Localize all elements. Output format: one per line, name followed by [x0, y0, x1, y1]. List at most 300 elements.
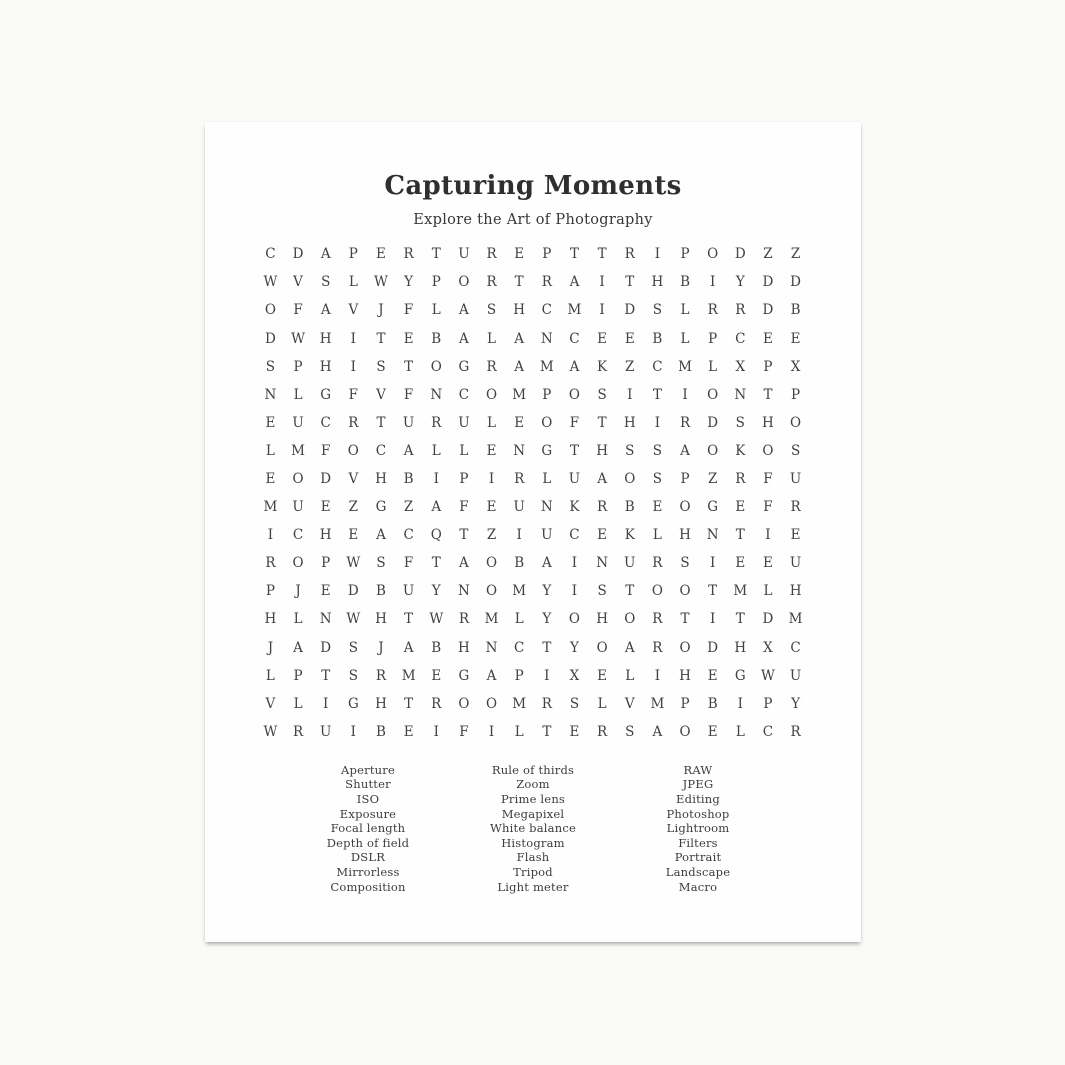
grid-letter: C — [403, 527, 414, 544]
grid-letter: I — [599, 274, 605, 291]
grid-letter: P — [542, 246, 552, 263]
grid-letter: E — [790, 527, 801, 544]
grid-letter: A — [624, 639, 635, 656]
word-grid — [257, 240, 810, 746]
grid-letter: T — [459, 527, 469, 544]
grid-letter: T — [404, 611, 414, 628]
grid-letter: I — [433, 723, 439, 740]
grid-letter: R — [679, 414, 691, 431]
word-list-item: Editing — [676, 792, 720, 807]
grid-letter: B — [707, 695, 718, 712]
grid-letter: R — [514, 470, 525, 487]
grid-letter: T — [625, 274, 635, 291]
grid-letter: O — [541, 414, 553, 431]
grid-letter: A — [514, 330, 525, 347]
grid-letter: C — [265, 246, 276, 263]
grid-letter: Z — [486, 527, 497, 544]
grid-letter: A — [403, 442, 414, 459]
grid-letter: F — [403, 302, 414, 319]
grid-letter: R — [292, 723, 304, 740]
grid-letter: I — [433, 470, 439, 487]
word-list-item: Filters — [678, 835, 718, 850]
grid-letter: R — [486, 246, 497, 263]
grid-letter: U — [541, 527, 553, 544]
grid-letter: Q — [430, 527, 442, 544]
grid-letter: E — [486, 442, 497, 459]
grid-letter: O — [624, 611, 636, 628]
grid-letter: Z — [403, 499, 414, 516]
word-list-item: Histogram — [501, 835, 565, 850]
word-list-item: Mirrorless — [336, 865, 400, 880]
grid-letter: O — [292, 555, 304, 572]
grid-letter: D — [624, 302, 636, 319]
grid-letter: I — [654, 414, 661, 431]
grid-letter: U — [292, 499, 304, 516]
grid-letter: J — [378, 639, 384, 656]
grid-letter: M — [291, 442, 305, 459]
grid-letter: M — [678, 358, 692, 375]
grid-letter: R — [790, 499, 801, 516]
grid-letter: I — [571, 555, 578, 572]
grid-letter: L — [652, 527, 662, 544]
grid-letter: M — [401, 667, 416, 684]
grid-letter: L — [625, 667, 635, 684]
grid-letter: R — [597, 499, 608, 516]
grid-letter: L — [348, 274, 358, 291]
grid-letter: U — [513, 499, 525, 516]
word-list-item: Shutter — [345, 777, 391, 792]
grid-letter: W — [346, 611, 361, 628]
grid-letter: T — [404, 695, 414, 712]
grid-letter: L — [487, 414, 497, 431]
grid-letter: T — [680, 611, 690, 628]
grid-letter: R — [348, 414, 359, 431]
grid-letter: P — [459, 470, 469, 487]
word-list-item: RAW — [683, 762, 713, 777]
word-list-item: Prime lens — [500, 792, 566, 807]
grid-letter: E — [624, 330, 635, 347]
grid-letter: A — [431, 499, 442, 516]
grid-letter: P — [514, 667, 524, 684]
grid-letter: D — [265, 330, 276, 347]
grid-letter: V — [293, 274, 303, 291]
grid-letter: A — [376, 527, 386, 544]
word-list-item: Megapixel — [501, 806, 565, 821]
grid-letter: I — [571, 583, 578, 600]
grid-letter: M — [539, 358, 554, 375]
grid-letter: A — [459, 302, 469, 319]
grid-letter: L — [265, 667, 275, 684]
grid-letter: G — [375, 499, 387, 516]
grid-letter: A — [569, 358, 580, 375]
grid-letter: E — [320, 499, 331, 516]
grid-letter: L — [708, 358, 718, 375]
grid-letter: A — [514, 358, 525, 375]
grid-letter: T — [735, 527, 745, 544]
grid-letter: O — [707, 246, 719, 263]
grid-letter: P — [708, 330, 718, 347]
grid-letter: U — [789, 555, 802, 572]
grid-letter: H — [734, 639, 747, 656]
grid-letter: L — [487, 330, 497, 347]
grid-letter: R — [486, 274, 497, 291]
grid-letter: O — [458, 695, 470, 712]
grid-letter: L — [680, 330, 690, 347]
grid-letter: T — [376, 414, 386, 431]
grid-letter: I — [544, 667, 550, 684]
grid-letter: N — [734, 386, 747, 403]
grid-letter: O — [679, 583, 691, 600]
grid-letter: S — [376, 555, 386, 572]
grid-letter: F — [348, 386, 359, 403]
grid-letter: P — [763, 358, 773, 375]
grid-letter: O — [624, 470, 636, 487]
grid-letter: M — [484, 611, 499, 628]
grid-letter: R — [735, 302, 746, 319]
grid-letter: C — [762, 723, 774, 740]
grid-letter: I — [654, 246, 661, 263]
grid-letter: L — [431, 442, 441, 459]
grid-letter: B — [431, 330, 442, 347]
grid-letter: W — [263, 274, 278, 291]
grid-letter: E — [376, 246, 386, 263]
grid-letter: D — [707, 414, 719, 431]
grid-letter: S — [625, 723, 635, 740]
grid-letter: S — [735, 414, 745, 431]
grid-letter: E — [265, 414, 276, 431]
grid-letter: D — [347, 583, 359, 600]
grid-letter: H — [623, 414, 636, 431]
grid-letter: S — [652, 442, 662, 459]
grid-letter: A — [597, 470, 607, 487]
grid-letter: A — [459, 330, 469, 347]
grid-letter: V — [376, 386, 386, 403]
word-list-column — [616, 763, 781, 894]
grid-letter: W — [761, 667, 775, 684]
grid-letter: N — [596, 555, 608, 572]
grid-letter: H — [596, 611, 608, 628]
grid-letter: S — [348, 667, 358, 684]
grid-letter: P — [680, 695, 690, 712]
grid-letter: H — [679, 667, 691, 684]
grid-letter: F — [459, 499, 469, 516]
word-list-item: Rule of thirds — [491, 762, 575, 777]
grid-letter: W — [429, 611, 444, 628]
grid-letter: E — [486, 499, 497, 516]
grid-letter: T — [708, 583, 718, 600]
grid-letter: C — [569, 330, 580, 347]
grid-letter: H — [264, 611, 277, 628]
grid-letter: R — [431, 414, 442, 431]
grid-letter: Y — [404, 274, 414, 291]
grid-letter: H — [319, 330, 332, 347]
word-list-column — [286, 763, 451, 894]
grid-letter: D — [320, 470, 332, 487]
grid-letter: R — [486, 358, 497, 375]
grid-letter: E — [320, 583, 331, 600]
word-list-item: Flash — [516, 850, 550, 865]
word-list-item: Depth of field — [326, 835, 410, 850]
grid-letter: Y — [791, 695, 801, 712]
grid-letter: S — [597, 386, 607, 403]
grid-letter: L — [431, 302, 441, 319]
grid-letter: M — [263, 499, 278, 516]
grid-letter: S — [652, 470, 662, 487]
grid-letter: X — [569, 667, 580, 684]
grid-letter: O — [707, 386, 719, 403]
grid-letter: T — [625, 583, 635, 600]
grid-letter: H — [458, 639, 470, 656]
grid-letter: E — [569, 723, 580, 740]
grid-letter: F — [569, 414, 580, 431]
grid-letter: S — [597, 583, 607, 600]
grid-letter: P — [265, 583, 275, 600]
grid-letter: S — [790, 442, 801, 459]
grid-letter: X — [790, 358, 801, 375]
word-list-item: Exposure — [339, 806, 397, 821]
grid-letter: R — [790, 723, 801, 740]
grid-letter: S — [321, 274, 331, 291]
grid-letter: T — [376, 330, 386, 347]
grid-letter: E — [514, 414, 525, 431]
grid-letter: R — [403, 246, 414, 263]
grid-letter: E — [597, 330, 608, 347]
grid-letter: O — [651, 583, 663, 600]
grid-letter: R — [375, 667, 387, 684]
grid-letter: K — [735, 442, 746, 459]
grid-letter: A — [320, 246, 331, 263]
grid-letter: R — [652, 639, 663, 656]
grid-letter: N — [513, 442, 526, 459]
grid-letter: T — [569, 246, 579, 263]
grid-letter: L — [293, 611, 303, 628]
word-list-item: Aperture — [341, 762, 395, 777]
grid-letter: U — [402, 583, 415, 600]
grid-letter: E — [707, 723, 718, 740]
grid-letter: E — [735, 499, 746, 516]
grid-letter: L — [680, 302, 690, 319]
grid-letter: H — [319, 527, 332, 544]
grid-letter: C — [514, 639, 525, 656]
grid-letter: C — [292, 527, 304, 544]
grid-letter: T — [597, 246, 607, 263]
grid-letter: P — [321, 555, 331, 572]
grid-letter: W — [291, 330, 305, 347]
grid-letter: M — [650, 695, 665, 712]
grid-letter: M — [512, 695, 527, 712]
grid-letter: R — [431, 695, 442, 712]
grid-letter: T — [431, 246, 441, 263]
grid-letter: D — [762, 611, 774, 628]
grid-letter: F — [321, 442, 331, 459]
grid-letter: N — [706, 527, 719, 544]
word-list-item: Light meter — [497, 879, 569, 894]
grid-letter: Y — [542, 583, 552, 600]
grid-letter: D — [790, 274, 801, 291]
grid-letter: H — [596, 442, 608, 459]
grid-letter: E — [403, 723, 414, 740]
grid-letter: C — [320, 414, 331, 431]
grid-letter: O — [568, 611, 580, 628]
grid-letter: O — [486, 583, 498, 600]
grid-letter: M — [788, 611, 803, 628]
grid-letter: K — [569, 499, 580, 516]
grid-letter: U — [320, 723, 332, 740]
grid-letter: O — [596, 639, 608, 656]
grid-letter: O — [679, 723, 691, 740]
grid-letter: I — [323, 695, 329, 712]
grid-letter: E — [707, 667, 718, 684]
grid-letter: E — [763, 555, 773, 572]
grid-letter: R — [458, 611, 469, 628]
grid-letter: I — [654, 667, 661, 684]
grid-letter: O — [707, 442, 719, 459]
grid-letter: B — [680, 274, 690, 291]
grid-letter: R — [541, 695, 552, 712]
grid-letter: B — [376, 583, 386, 600]
grid-letter: T — [431, 555, 441, 572]
grid-letter: T — [652, 386, 662, 403]
grid-letter: T — [569, 442, 579, 459]
grid-letter: G — [734, 667, 746, 684]
grid-letter: O — [292, 470, 304, 487]
grid-letter: E — [790, 330, 801, 347]
grid-letter: O — [568, 386, 580, 403]
grid-letter: O — [762, 442, 774, 459]
grid-letter: F — [403, 555, 414, 572]
grid-letter: I — [709, 555, 716, 572]
grid-letter: B — [403, 470, 414, 487]
grid-letter: D — [707, 639, 719, 656]
grid-letter: O — [458, 274, 470, 291]
grid-letter: I — [488, 723, 495, 740]
grid-letter: B — [514, 555, 525, 572]
grid-letter: O — [486, 555, 498, 572]
grid-letter: I — [488, 470, 495, 487]
grid-letter: S — [348, 639, 358, 656]
grid-letter: H — [375, 470, 387, 487]
grid-letter: Z — [763, 246, 773, 263]
grid-letter: P — [431, 274, 441, 291]
word-list-item: Tripod — [513, 865, 553, 880]
grid-letter: M — [512, 583, 527, 600]
grid-letter: P — [348, 246, 358, 263]
grid-letter: I — [737, 695, 743, 712]
grid-letter: T — [542, 723, 552, 740]
grid-letter: C — [652, 358, 663, 375]
grid-letter: O — [679, 499, 691, 516]
grid-letter: V — [624, 695, 635, 712]
word-list-item: White balance — [490, 821, 576, 836]
grid-letter: E — [348, 527, 359, 544]
grid-letter: T — [321, 667, 331, 684]
grid-letter: R — [597, 723, 608, 740]
grid-letter: T — [735, 611, 745, 628]
grid-letter: Y — [542, 611, 552, 628]
poster-title: Capturing Moments — [384, 171, 682, 201]
grid-letter: R — [652, 555, 663, 572]
word-list-item: Lightroom — [666, 821, 730, 836]
grid-letter: L — [514, 723, 524, 740]
grid-letter: T — [597, 414, 607, 431]
grid-letter: L — [514, 611, 524, 628]
grid-letter: S — [376, 358, 386, 375]
grid-letter: G — [707, 499, 719, 516]
grid-letter: P — [542, 386, 552, 403]
grid-letter: N — [457, 583, 470, 600]
grid-letter: S — [569, 695, 580, 712]
grid-letter: T — [404, 358, 414, 375]
grid-letter: H — [513, 302, 526, 319]
grid-letter: P — [293, 358, 303, 375]
grid-letter: A — [652, 723, 663, 740]
grid-letter: E — [652, 499, 663, 516]
word-list-item: Landscape — [665, 865, 731, 880]
grid-letter: D — [320, 639, 332, 656]
grid-letter: A — [486, 667, 497, 684]
grid-letter: G — [347, 695, 359, 712]
word-lists — [286, 763, 781, 894]
grid-letter: B — [652, 330, 663, 347]
grid-letter: F — [763, 499, 773, 516]
word-list-item: Composition — [330, 879, 406, 894]
grid-letter: E — [597, 527, 608, 544]
word-list-item: Portrait — [674, 850, 722, 865]
grid-letter: P — [680, 246, 690, 263]
grid-letter: U — [624, 555, 636, 572]
grid-letter: L — [293, 386, 303, 403]
grid-letter: I — [599, 302, 605, 319]
grid-letter: L — [735, 723, 745, 740]
grid-letter: R — [707, 302, 718, 319]
word-list-item: Zoom — [516, 777, 550, 792]
grid-letter: W — [346, 555, 361, 572]
grid-letter: P — [680, 470, 690, 487]
grid-letter: F — [763, 470, 773, 487]
grid-letter: T — [514, 274, 524, 291]
grid-letter: J — [295, 583, 301, 600]
grid-letter: G — [458, 358, 470, 375]
grid-letter: A — [459, 555, 469, 572]
grid-letter: S — [486, 302, 497, 319]
grid-letter: F — [403, 386, 414, 403]
poster-subtitle: Explore the Art of Photography — [413, 212, 653, 229]
grid-letter: D — [734, 246, 746, 263]
grid-letter: A — [541, 555, 552, 572]
grid-letter: M — [733, 583, 748, 600]
word-list-item: JPEG — [682, 777, 714, 792]
grid-letter: H — [651, 274, 664, 291]
grid-letter: I — [350, 358, 356, 375]
grid-letter: H — [375, 695, 387, 712]
grid-letter: Z — [707, 470, 718, 487]
grid-letter: Y — [431, 583, 441, 600]
grid-letter: N — [485, 639, 498, 656]
grid-letter: B — [376, 723, 386, 740]
grid-letter: S — [652, 302, 662, 319]
grid-letter: U — [789, 470, 802, 487]
grid-letter: R — [652, 611, 663, 628]
grid-letter: B — [431, 639, 442, 656]
grid-letter: P — [791, 386, 801, 403]
grid-letter: V — [265, 695, 276, 712]
grid-letter: H — [679, 527, 691, 544]
grid-letter: O — [264, 302, 276, 319]
grid-letter: C — [569, 527, 580, 544]
word-list-item: ISO — [356, 792, 380, 807]
grid-letter: H — [375, 611, 387, 628]
grid-letter: C — [458, 386, 470, 403]
